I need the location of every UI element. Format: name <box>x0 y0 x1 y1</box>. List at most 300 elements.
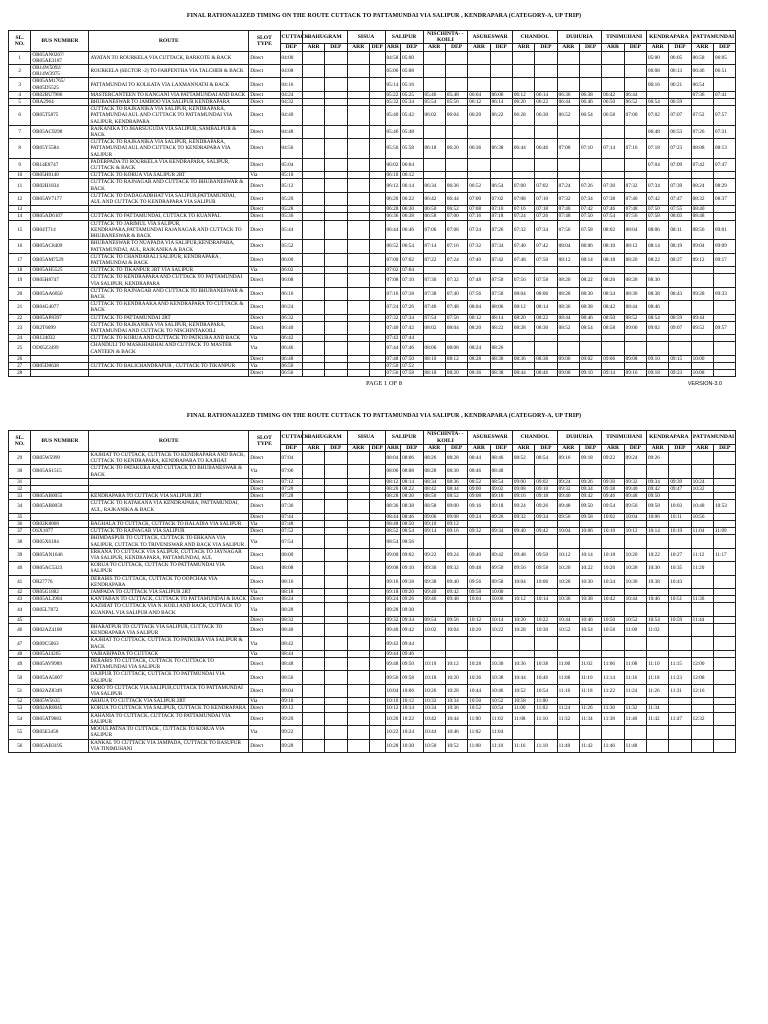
row-bus-number: OR05AA5007 <box>31 671 89 684</box>
time-cell <box>369 548 385 561</box>
time-cell <box>557 698 579 705</box>
time-cell <box>369 370 385 377</box>
time-cell <box>325 335 347 342</box>
header-dep: DEP <box>445 444 467 451</box>
time-cell <box>347 335 369 342</box>
time-cell: 06:14 <box>535 91 557 98</box>
time-cell: 10:24 <box>691 478 713 485</box>
time-cell: 11:02 <box>490 712 512 725</box>
time-cell <box>714 78 736 91</box>
time-cell: 08:04 <box>385 451 401 464</box>
time-cell: 10:58 <box>602 624 624 637</box>
time-cell: 09:47 <box>669 485 691 492</box>
time-cell <box>325 465 347 478</box>
time-cell: 09:34 <box>646 478 668 485</box>
time-cell <box>325 589 347 596</box>
time-cell <box>369 78 385 91</box>
time-cell: 09:10 <box>490 493 512 500</box>
time-cell <box>347 624 369 637</box>
time-cell <box>624 78 646 91</box>
row-sl: 34 <box>9 500 31 513</box>
time-cell: 06:20 <box>512 99 534 106</box>
time-cell: 08:28 <box>280 603 302 616</box>
time-cell: 09:42 <box>490 548 512 561</box>
time-cell: 10:04 <box>468 596 490 603</box>
row-slot-type: Direct <box>249 596 280 603</box>
time-cell <box>347 575 369 588</box>
header-arr: ARR <box>557 44 579 51</box>
time-cell <box>669 274 691 287</box>
table-row <box>9 535 760 548</box>
time-cell: 11:40 <box>624 712 646 725</box>
time-cell <box>369 287 385 300</box>
time-cell <box>325 513 347 520</box>
time-cell: 05:48 <box>445 91 467 98</box>
row-route <box>89 478 249 485</box>
time-cell: 09:18 <box>490 500 512 513</box>
time-cell <box>325 274 347 287</box>
time-cell: 10:20 <box>512 616 534 623</box>
time-cell: 10:51 <box>669 596 691 603</box>
row-slot-type: Direct <box>249 624 280 637</box>
time-cell: 08:28 <box>385 493 401 500</box>
time-cell <box>557 158 579 171</box>
time-cell <box>423 637 445 650</box>
time-cell: 07:44 <box>401 335 423 342</box>
time-cell: 08:46 <box>468 465 490 478</box>
row-bus-number: OR14W5092/ OR14W3975 <box>31 65 89 78</box>
time-cell: 07:40 <box>512 240 534 253</box>
time-cell <box>325 521 347 528</box>
time-cell <box>325 671 347 684</box>
time-cell <box>369 726 385 739</box>
table-row <box>9 596 760 603</box>
time-cell: 05:58 <box>401 139 423 159</box>
time-cell <box>557 172 579 179</box>
time-cell <box>714 478 736 485</box>
row-sl: 10 <box>9 172 31 179</box>
time-cell: 07:58 <box>490 287 512 300</box>
row-bus-number: OR05T5875 <box>31 106 89 126</box>
table-row <box>9 562 760 575</box>
time-cell: 06:28 <box>385 206 401 213</box>
time-cell: 09:10 <box>401 562 423 575</box>
time-cell: 10:06 <box>579 528 601 535</box>
header-stop: CHANDOL <box>512 431 557 444</box>
time-cell <box>302 712 324 725</box>
row-bus-number: OR04G4077 <box>31 301 89 314</box>
time-cell: 10:12 <box>385 705 401 712</box>
time-cell: 09:24 <box>624 451 646 464</box>
time-cell: 11:32 <box>624 705 646 712</box>
time-cell: 08:46 <box>579 314 601 321</box>
time-cell: 08:18 <box>423 370 445 377</box>
time-cell: 10:53 <box>714 500 736 513</box>
time-cell <box>714 637 736 650</box>
table-row <box>9 99 760 106</box>
time-cell <box>369 500 385 513</box>
time-cell: 10:02 <box>423 624 445 637</box>
table-row <box>9 485 760 492</box>
row-slot-type: Via <box>249 267 280 274</box>
time-cell <box>468 335 490 342</box>
time-cell: 08:54 <box>401 528 423 535</box>
time-cell: 10:14 <box>490 616 512 623</box>
time-cell: 08:54 <box>646 314 668 321</box>
time-cell <box>714 267 736 274</box>
time-cell <box>602 589 624 596</box>
time-cell: 09:12 <box>280 705 302 712</box>
time-cell: 06:36 <box>385 213 401 220</box>
time-cell <box>423 65 445 78</box>
time-cell <box>468 637 490 650</box>
time-cell: 09:57 <box>714 321 736 334</box>
time-cell <box>691 726 713 739</box>
time-cell: 11:31 <box>669 684 691 697</box>
time-cell: 09:44 <box>691 314 713 321</box>
time-cell: 06:36 <box>468 139 490 159</box>
time-cell: 10:22 <box>490 624 512 637</box>
header-dep: DEP <box>624 444 646 451</box>
table-row <box>9 342 760 355</box>
time-cell <box>624 589 646 596</box>
time-cell: 06:34 <box>423 179 445 192</box>
time-cell <box>512 335 534 342</box>
time-cell: 07:34 <box>646 179 668 192</box>
time-cell: 09:58 <box>401 671 423 684</box>
time-cell <box>302 125 324 138</box>
header-dep: DEP <box>325 44 347 51</box>
time-cell: 09:28 <box>280 739 302 752</box>
time-cell: 10:44 <box>557 616 579 623</box>
header-dep: DEP <box>369 444 385 451</box>
time-cell <box>369 705 385 712</box>
time-cell: 07:08 <box>385 274 401 287</box>
time-cell: 09:04 <box>691 240 713 253</box>
time-cell <box>302 91 324 98</box>
time-cell: 10:12 <box>624 528 646 535</box>
time-cell <box>325 220 347 240</box>
row-route: CUTTACK TO RAJNAGAR VIA SALIPUR <box>89 528 249 535</box>
time-cell: 06:30 <box>535 106 557 126</box>
time-cell <box>347 637 369 650</box>
row-sl: 32 <box>9 485 31 492</box>
time-cell: 08:12 <box>385 478 401 485</box>
time-cell: 09:18 <box>401 575 423 588</box>
time-cell: 08:04 <box>468 301 490 314</box>
row-slot-type: Direct <box>249 548 280 561</box>
table-row <box>9 465 760 478</box>
row-route <box>89 513 249 520</box>
time-cell <box>325 528 347 535</box>
time-cell: 10:38 <box>535 658 557 671</box>
time-cell: 10:36 <box>445 705 467 712</box>
time-cell: 08:58 <box>602 321 624 334</box>
time-cell <box>325 658 347 671</box>
time-cell <box>369 589 385 596</box>
time-cell: 07:42 <box>691 158 713 171</box>
time-cell: 10:30 <box>646 562 668 575</box>
time-cell: 10:56 <box>691 513 713 520</box>
time-cell <box>445 637 467 650</box>
time-cell <box>579 650 601 657</box>
time-cell <box>445 51 467 64</box>
time-cell <box>369 562 385 575</box>
time-cell: 11:30 <box>602 705 624 712</box>
row-bus-number <box>31 370 89 377</box>
time-cell: 08:22 <box>535 314 557 321</box>
time-cell <box>535 362 557 369</box>
time-cell <box>369 513 385 520</box>
time-cell: 07:24 <box>385 301 401 314</box>
table-row <box>9 321 760 334</box>
time-cell <box>302 478 324 485</box>
table-row <box>9 624 760 637</box>
time-cell <box>369 314 385 321</box>
time-cell <box>691 624 713 637</box>
time-cell <box>325 125 347 138</box>
row-route: DERABIS TO CUTTACK, CUTTACK TO CUTTACK TO PATTAMUNDAI VIA SALIPUR <box>89 658 249 671</box>
time-cell: 08:24 <box>280 596 302 603</box>
time-cell: 10:44 <box>423 726 445 739</box>
time-cell <box>468 362 490 369</box>
header-stop: DUHURIA <box>557 431 602 444</box>
time-cell: 07:50 <box>646 206 668 213</box>
time-cell: 08:52 <box>468 478 490 485</box>
row-route: KORO TO CUTTACK VIA SALIPUR,CUTTACK TO PATTAMUNDAI VIA SALIPUR <box>89 684 249 697</box>
time-cell <box>646 342 668 355</box>
time-cell: 08:12 <box>445 355 467 362</box>
time-cell: 07:02 <box>401 253 423 266</box>
document-title: FINAL RATIONALIZED TIMING ON THE ROUTE CUTTACK TO PATTAMUNDAI VIA SALIPUR , KENDRAPARA (CATEGORY-A, UP TRIP) <box>186 13 582 19</box>
row-route: OAJIPUR TO CUTTACK, CUTTACK TO PATTMUNDAI VIA SALIPUR <box>89 671 249 684</box>
time-cell: 08:14 <box>535 301 557 314</box>
time-cell: 08:40 <box>691 206 713 213</box>
header-dep: DEP <box>579 44 601 51</box>
time-cell <box>369 192 385 205</box>
time-cell <box>490 603 512 616</box>
time-cell: 08:44 <box>557 314 579 321</box>
time-cell: 10:34 <box>423 705 445 712</box>
time-cell <box>302 658 324 671</box>
time-cell: 09:17 <box>714 253 736 266</box>
time-cell <box>369 91 385 98</box>
time-cell <box>714 301 736 314</box>
time-cell: 07:31 <box>714 125 736 138</box>
time-cell <box>535 267 557 274</box>
time-cell: 07:26 <box>401 301 423 314</box>
time-cell <box>325 500 347 513</box>
time-cell <box>347 125 369 138</box>
row-route: CUTTACK TO RAJKANIKA VIA SALIPUR, KENDRAPARA, PATTAMUNDAI AND CUTTACK TO NISCHINTAKOILI <box>89 321 249 334</box>
time-cell <box>490 125 512 138</box>
time-cell: 07:54 <box>602 213 624 220</box>
row-bus-number: OR05AA6050 <box>31 287 89 300</box>
time-cell: 09:56 <box>557 513 579 520</box>
time-cell: 06:44 <box>445 192 467 205</box>
time-cell: 05:32 <box>385 99 401 106</box>
header-stop: SISUA <box>347 31 385 44</box>
time-cell: 09:40 <box>468 548 490 561</box>
time-cell <box>624 726 646 739</box>
time-cell: 10:28 <box>468 658 490 671</box>
time-cell: 08:44 <box>445 485 467 492</box>
time-cell: 10:03 <box>669 500 691 513</box>
time-cell: 10:26 <box>423 684 445 697</box>
time-cell: 06:18 <box>423 139 445 159</box>
time-cell <box>602 698 624 705</box>
time-cell <box>347 106 369 126</box>
time-cell: 07:39 <box>669 179 691 192</box>
row-route: CUTTACK TO BALICHANDRAPUR , CUTTACK TO TIKANPUR <box>89 362 249 369</box>
time-cell <box>468 78 490 91</box>
time-cell: 11:06 <box>602 658 624 671</box>
time-cell: 07:26 <box>490 220 512 240</box>
time-cell: 08:48 <box>385 521 401 528</box>
time-cell: 09:02 <box>401 548 423 561</box>
row-bus-number <box>31 485 89 492</box>
row-slot-type: Direct <box>249 213 280 220</box>
row-slot-type: Direct <box>249 712 280 725</box>
time-cell: 06:12 <box>468 99 490 106</box>
row-sl: 11 <box>9 179 31 192</box>
time-cell <box>347 535 369 548</box>
time-cell <box>302 739 324 752</box>
time-cell: 07:30 <box>602 179 624 192</box>
time-cell: 07:56 <box>468 287 490 300</box>
header-stop: ASURESWAR <box>468 31 513 44</box>
time-cell: 06:22 <box>535 99 557 106</box>
time-cell <box>669 172 691 179</box>
time-cell <box>557 65 579 78</box>
time-cell: 07:10 <box>535 192 557 205</box>
row-slot-type: Direct <box>249 220 280 240</box>
time-cell: 10:22 <box>535 616 557 623</box>
time-cell: 07:48 <box>280 521 302 528</box>
time-cell <box>602 267 624 274</box>
time-cell <box>691 535 713 548</box>
time-cell: 09:18 <box>646 370 668 377</box>
time-cell: 10:28 <box>385 739 401 752</box>
time-cell <box>325 712 347 725</box>
row-slot-type: Via <box>249 726 280 739</box>
time-cell: 08:34 <box>423 478 445 485</box>
time-cell: 10:34 <box>445 698 467 705</box>
time-cell: 10:30 <box>490 658 512 671</box>
header-row-stops <box>9 31 760 44</box>
time-cell <box>624 65 646 78</box>
time-cell <box>535 603 557 616</box>
time-cell: 07:16 <box>468 213 490 220</box>
header-dep: DEP <box>280 444 302 451</box>
time-cell: 07:24 <box>468 220 490 240</box>
time-cell <box>714 624 736 637</box>
time-cell <box>325 478 347 485</box>
time-cell: 10:52 <box>445 739 467 752</box>
time-cell: 04:32 <box>280 99 302 106</box>
time-cell: 07:56 <box>385 370 401 377</box>
time-cell: 06:52 <box>445 206 467 213</box>
time-cell <box>347 274 369 287</box>
time-cell: 08:22 <box>646 253 668 266</box>
time-cell <box>347 698 369 705</box>
row-slot-type: Direct <box>249 65 280 78</box>
time-cell: 09:06 <box>602 355 624 362</box>
time-cell <box>347 253 369 266</box>
time-cell: 09:48 <box>624 493 646 500</box>
time-cell: 10:19 <box>669 528 691 535</box>
time-cell <box>325 78 347 91</box>
time-cell: 10:44 <box>468 684 490 697</box>
time-cell <box>369 712 385 725</box>
time-cell <box>714 451 736 464</box>
row-route: BHUBANESWAR TO NUAPADA VIA SALIPUR,KENDRAPARA, PATTAMUNDAI, AUL, RAJKANIKA & BACK <box>89 240 249 253</box>
time-cell: 09:33 <box>714 287 736 300</box>
header-dep: DEP <box>401 444 423 451</box>
table-row <box>9 521 760 528</box>
time-cell <box>347 739 369 752</box>
time-cell <box>646 362 668 369</box>
time-cell <box>535 535 557 548</box>
time-cell: 08:22 <box>401 485 423 492</box>
time-cell <box>557 603 579 616</box>
time-cell: 07:04 <box>401 267 423 274</box>
row-slot-type: Direct <box>249 562 280 575</box>
time-cell <box>535 65 557 78</box>
time-cell <box>691 301 713 314</box>
time-cell: 05:10 <box>280 172 302 179</box>
time-cell: 10:44 <box>624 596 646 603</box>
time-cell: 08:14 <box>646 240 668 253</box>
time-cell <box>691 493 713 500</box>
time-cell <box>714 562 736 575</box>
time-cell <box>490 78 512 91</box>
time-cell: 08:38 <box>401 500 423 513</box>
row-sl: 22 <box>9 314 31 321</box>
time-cell: 08:30 <box>490 355 512 362</box>
time-cell: 07:46 <box>401 342 423 355</box>
row-slot-type: Direct <box>249 513 280 520</box>
time-cell <box>714 342 736 355</box>
time-cell: 11:40 <box>557 739 579 752</box>
time-cell <box>302 301 324 314</box>
time-cell <box>369 125 385 138</box>
time-cell: 09:40 <box>624 485 646 492</box>
time-cell: 06:22 <box>401 192 423 205</box>
time-cell: 09:07 <box>669 321 691 334</box>
time-cell: 11:09 <box>714 528 736 535</box>
time-cell: 08:44 <box>512 370 534 377</box>
time-cell <box>302 240 324 253</box>
time-cell: 06:38 <box>490 139 512 159</box>
time-cell: 05:48 <box>401 125 423 138</box>
time-cell <box>325 267 347 274</box>
page-number: PAGE 1 OF 8 <box>365 380 403 388</box>
time-cell: 08:26 <box>602 274 624 287</box>
time-cell <box>369 213 385 220</box>
row-route: CUTTACK TO TIKANPUR 2RT VIA SALIPUR <box>89 267 249 274</box>
row-route: AKHUA TO CUTTACK VIA SALIPUR 2RT <box>89 698 249 705</box>
time-cell: 06:20 <box>445 139 467 159</box>
time-cell: 07:04 <box>646 158 668 171</box>
time-cell: 09:48 <box>557 500 579 513</box>
time-cell: 09:48 <box>385 658 401 671</box>
table-row <box>9 253 760 266</box>
time-cell <box>302 616 324 623</box>
row-bus-number <box>31 513 89 520</box>
row-route: ERKANA TO CUTTACK VIA SALIPUR, CUTTACK TO JAYNAGAR VIA SALIPUR, KENDRAPARA, PATTAMUNDAI, AUL <box>89 548 249 561</box>
time-cell: 08:44 <box>468 451 490 464</box>
